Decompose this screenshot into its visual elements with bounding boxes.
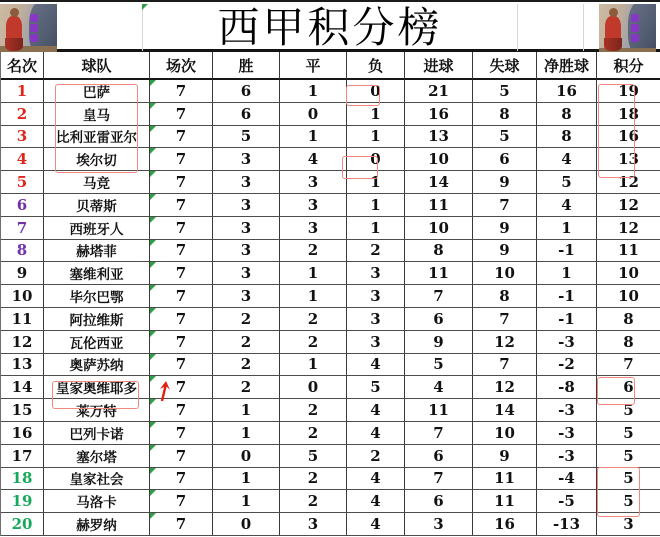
cell-col6[interactable]: 14 [405, 171, 473, 194]
header-cell-9[interactable]: 积分 [597, 52, 660, 80]
cell-col4[interactable]: 1 [280, 354, 347, 377]
cell-col8[interactable]: 1 [537, 217, 597, 240]
cell-col4[interactable]: 2 [280, 308, 347, 331]
cell-col9[interactable]: 12 [597, 217, 660, 240]
cell-col9[interactable]: 12 [597, 194, 660, 217]
cell-col6[interactable]: 11 [405, 399, 473, 422]
cell-col9[interactable]: 11 [597, 240, 660, 263]
cell-col3[interactable]: 3 [213, 262, 280, 285]
cell-col5[interactable]: 1 [347, 126, 405, 149]
cell-col0[interactable]: 4 [1, 148, 44, 171]
team-cell[interactable]: 塞尔塔 [44, 445, 150, 468]
cell-col4[interactable]: 2 [280, 490, 347, 513]
cell-col4[interactable]: 2 [280, 331, 347, 354]
cell-col2[interactable]: 7 [150, 148, 213, 171]
cell-col3[interactable]: 0 [213, 513, 280, 536]
cell-col5[interactable]: 4 [347, 468, 405, 491]
cell-col0[interactable]: 7 [1, 217, 44, 240]
cell-col6[interactable]: 13 [405, 126, 473, 149]
cell-col3[interactable]: 1 [213, 399, 280, 422]
cell-col4[interactable]: 3 [280, 171, 347, 194]
cell-col4[interactable]: 2 [280, 399, 347, 422]
cell-col8[interactable]: -1 [537, 308, 597, 331]
cell-col9[interactable]: 19 [597, 80, 660, 103]
cell-col9[interactable]: 10 [597, 262, 660, 285]
cell-col2[interactable]: 7 [150, 422, 213, 445]
cell-col0[interactable]: 13 [1, 354, 44, 377]
cell-col9[interactable]: 8 [597, 308, 660, 331]
cell-col7[interactable]: 7 [473, 354, 537, 377]
cell-col0[interactable]: 15 [1, 399, 44, 422]
cell-col4[interactable]: 2 [280, 422, 347, 445]
cell-col4[interactable]: 2 [280, 468, 347, 491]
cell-col6[interactable]: 10 [405, 148, 473, 171]
cell-col2[interactable]: 7 [150, 240, 213, 263]
cell-col7[interactable]: 8 [473, 103, 537, 126]
cell-col5[interactable]: 1 [347, 103, 405, 126]
cell-col8[interactable]: -13 [537, 513, 597, 536]
cell-col2[interactable]: 7 [150, 354, 213, 377]
cell-col2[interactable]: 7 [150, 513, 213, 536]
cell-col7[interactable]: 16 [473, 513, 537, 536]
cell-col6[interactable]: 6 [405, 308, 473, 331]
cell-col0[interactable]: 1 [1, 80, 44, 103]
cell-col3[interactable]: 0 [213, 445, 280, 468]
cell-col4[interactable]: 0 [280, 103, 347, 126]
cell-col9[interactable]: 13 [597, 148, 660, 171]
cell-col8[interactable]: -3 [537, 422, 597, 445]
team-cell[interactable]: 马竞 [44, 171, 150, 194]
photo-purple-watermark [631, 14, 639, 44]
cell-col5[interactable]: 0 [347, 148, 405, 171]
cell-flag-triangle-icon [142, 4, 148, 10]
cell-col6[interactable]: 11 [405, 262, 473, 285]
cell-col9[interactable]: 16 [597, 126, 660, 149]
cell-col9[interactable]: 7 [597, 354, 660, 377]
header-cell-4[interactable]: 平 [280, 52, 347, 80]
cell-col3[interactable]: 2 [213, 354, 280, 377]
cell-col4[interactable]: 3 [280, 513, 347, 536]
cell-col8[interactable]: -2 [537, 354, 597, 377]
cell-col6[interactable]: 7 [405, 285, 473, 308]
cell-col8[interactable]: -3 [537, 399, 597, 422]
cell-col5[interactable]: 4 [347, 399, 405, 422]
team-cell[interactable]: 莱万特 [44, 399, 150, 422]
cell-col6[interactable]: 7 [405, 468, 473, 491]
cell-col5[interactable]: 3 [347, 331, 405, 354]
cell-col8[interactable]: 1 [537, 262, 597, 285]
cell-col4[interactable]: 1 [280, 262, 347, 285]
cell-col9[interactable]: 6 [597, 376, 660, 399]
cell-col2[interactable]: 7 [150, 285, 213, 308]
cell-col8[interactable]: -1 [537, 240, 597, 263]
cell-col6[interactable]: 11 [405, 194, 473, 217]
cell-col5[interactable]: 1 [347, 194, 405, 217]
team-cell[interactable]: 塞维利亚 [44, 262, 150, 285]
header-cell-1[interactable]: 球队 [44, 52, 150, 80]
cell-col0[interactable]: 16 [1, 422, 44, 445]
cell-col0[interactable]: 14 [1, 376, 44, 399]
cell-col5[interactable]: 0 [347, 80, 405, 103]
cell-col9[interactable]: 5 [597, 490, 660, 513]
cell-col5[interactable]: 3 [347, 262, 405, 285]
cell-col7[interactable]: 8 [473, 285, 537, 308]
cell-col4[interactable]: 5 [280, 445, 347, 468]
cell-col8[interactable]: 4 [537, 148, 597, 171]
cell-col3[interactable]: 3 [213, 285, 280, 308]
header-cell-6[interactable]: 进球 [405, 52, 473, 80]
cell-col8[interactable]: 4 [537, 194, 597, 217]
cell-col4[interactable]: 2 [280, 240, 347, 263]
cell-col5[interactable]: 3 [347, 285, 405, 308]
standings-table [0, 52, 660, 536]
cell-col5[interactable]: 3 [347, 308, 405, 331]
cell-col7[interactable]: 6 [473, 148, 537, 171]
cell-col8[interactable]: 5 [537, 171, 597, 194]
cell-col7[interactable]: 11 [473, 468, 537, 491]
cell-col6[interactable]: 9 [405, 331, 473, 354]
cell-col7[interactable]: 10 [473, 422, 537, 445]
cell-col5[interactable]: 4 [347, 422, 405, 445]
header-cell-8[interactable]: 净胜球 [537, 52, 597, 80]
team-cell[interactable]: 奥萨苏纳 [44, 354, 150, 377]
cell-col6[interactable]: 16 [405, 103, 473, 126]
team-cell[interactable]: 阿拉维斯 [44, 308, 150, 331]
cell-col4[interactable]: 3 [280, 194, 347, 217]
cell-col0[interactable]: 11 [1, 308, 44, 331]
team-cell[interactable]: 赫罗纳 [44, 513, 150, 536]
cell-col3[interactable]: 3 [213, 171, 280, 194]
cell-col4[interactable]: 0 [280, 376, 347, 399]
photo-player-legs [5, 38, 23, 51]
cell-col2[interactable]: 7 [150, 308, 213, 331]
team-cell[interactable]: 皇马 [44, 103, 150, 126]
cell-col9[interactable]: 5 [597, 445, 660, 468]
cell-col9[interactable]: 18 [597, 103, 660, 126]
cell-col9[interactable]: 5 [597, 422, 660, 445]
cell-col9[interactable]: 12 [597, 171, 660, 194]
team-cell[interactable]: 贝蒂斯 [44, 194, 150, 217]
team-cell[interactable]: 瓦伦西亚 [44, 331, 150, 354]
team-cell[interactable]: 毕尔巴鄂 [44, 285, 150, 308]
cell-col7[interactable]: 11 [473, 490, 537, 513]
cell-col7[interactable]: 5 [473, 126, 537, 149]
cell-col6[interactable]: 3 [405, 513, 473, 536]
team-cell[interactable]: 巴列卡诺 [44, 422, 150, 445]
cell-col7[interactable]: 12 [473, 376, 537, 399]
header-cell-3[interactable]: 胜 [213, 52, 280, 80]
cell-col5[interactable]: 4 [347, 513, 405, 536]
cell-col6[interactable]: 10 [405, 217, 473, 240]
cell-col0[interactable]: 3 [1, 126, 44, 149]
cell-col8[interactable]: 8 [537, 103, 597, 126]
decorative-photo-right [599, 4, 656, 57]
cell-col0[interactable]: 8 [1, 240, 44, 263]
cell-col4[interactable]: 4 [280, 148, 347, 171]
cell-col8[interactable]: 8 [537, 126, 597, 149]
cell-col7[interactable]: 7 [473, 194, 537, 217]
cell-col3[interactable]: 1 [213, 468, 280, 491]
team-cell[interactable]: 比利亚雷亚尔 [44, 126, 150, 149]
cell-col2[interactable]: 7 [150, 171, 213, 194]
cell-col3[interactable]: 3 [213, 240, 280, 263]
cell-col2[interactable]: 7 [150, 103, 213, 126]
cell-col0[interactable]: 19 [1, 490, 44, 513]
cell-col2[interactable]: 7 [150, 194, 213, 217]
cell-col0[interactable]: 17 [1, 445, 44, 468]
cell-col7[interactable]: 5 [473, 80, 537, 103]
cell-col6[interactable]: 6 [405, 490, 473, 513]
cell-col4[interactable]: 1 [280, 285, 347, 308]
photo-player-head [10, 8, 19, 17]
cell-col0[interactable]: 10 [1, 285, 44, 308]
cell-col9[interactable]: 3 [597, 513, 660, 536]
cell-col6[interactable]: 4 [405, 376, 473, 399]
cell-col2[interactable]: 7 [150, 217, 213, 240]
cell-col6[interactable]: 21 [405, 80, 473, 103]
cell-col6[interactable]: 6 [405, 445, 473, 468]
cell-col8[interactable]: -3 [537, 331, 597, 354]
cell-col2[interactable]: 7 [150, 80, 213, 103]
team-cell[interactable]: 赫塔菲 [44, 240, 150, 263]
cell-col3[interactable]: 6 [213, 80, 280, 103]
cell-col5[interactable]: 5 [347, 376, 405, 399]
cell-col7[interactable]: 10 [473, 262, 537, 285]
cell-col6[interactable]: 5 [405, 354, 473, 377]
cell-col0[interactable]: 5 [1, 171, 44, 194]
cell-col0[interactable]: 20 [1, 513, 44, 536]
cell-col0[interactable]: 6 [1, 194, 44, 217]
team-cell[interactable]: 皇家奥维耶多 [44, 376, 150, 399]
cell-col3[interactable]: 3 [213, 217, 280, 240]
cell-col7[interactable]: 9 [473, 240, 537, 263]
cell-col5[interactable]: 2 [347, 445, 405, 468]
cell-col5[interactable]: 1 [347, 217, 405, 240]
decorative-photo-left [0, 4, 57, 55]
cell-col8[interactable]: -5 [537, 490, 597, 513]
cell-col9[interactable]: 8 [597, 331, 660, 354]
header-cell-5[interactable]: 负 [347, 52, 405, 80]
cell-col3[interactable]: 6 [213, 103, 280, 126]
cell-col8[interactable]: 16 [537, 80, 597, 103]
cell-col2[interactable]: 7 [150, 262, 213, 285]
cell-col0[interactable]: 18 [1, 468, 44, 491]
cell-col2[interactable]: 7 [150, 468, 213, 491]
cell-col4[interactable]: 3 [280, 217, 347, 240]
cell-col4[interactable]: 1 [280, 80, 347, 103]
team-cell[interactable]: 皇家社会 [44, 468, 150, 491]
cell-col5[interactable]: 4 [347, 354, 405, 377]
cell-col3[interactable]: 5 [213, 126, 280, 149]
cell-col8[interactable]: -8 [537, 376, 597, 399]
cell-col8[interactable]: -4 [537, 468, 597, 491]
cell-col3[interactable]: 1 [213, 422, 280, 445]
cell-col2[interactable]: 7 [150, 126, 213, 149]
cell-col6[interactable]: 7 [405, 422, 473, 445]
cell-col5[interactable]: 4 [347, 490, 405, 513]
team-cell[interactable]: 巴萨 [44, 80, 150, 103]
photo-player-legs [604, 38, 622, 51]
page-title: 西甲积分榜 [217, 3, 443, 52]
cell-col2[interactable]: 7 [150, 376, 213, 399]
header-cell-0[interactable]: 名次 [1, 52, 44, 80]
cell-col0[interactable]: 9 [1, 262, 44, 285]
cell-col7[interactable]: 7 [473, 308, 537, 331]
cell-col7[interactable]: 14 [473, 399, 537, 422]
cell-col3[interactable]: 3 [213, 194, 280, 217]
cell-col0[interactable]: 2 [1, 103, 44, 126]
cell-col6[interactable]: 8 [405, 240, 473, 263]
team-cell[interactable]: 西班牙人 [44, 217, 150, 240]
header-cell-7[interactable]: 失球 [473, 52, 537, 80]
cell-col5[interactable]: 2 [347, 240, 405, 263]
cell-col3[interactable]: 2 [213, 331, 280, 354]
team-cell[interactable]: 埃尔切 [44, 148, 150, 171]
header-cell-2[interactable]: 场次 [150, 52, 213, 80]
photo-purple-watermark [30, 14, 38, 44]
cell-col7[interactable]: 9 [473, 445, 537, 468]
cell-col5[interactable]: 1 [347, 171, 405, 194]
cell-col2[interactable]: 7 [150, 399, 213, 422]
cell-col2[interactable]: 7 [150, 490, 213, 513]
cell-col8[interactable]: -1 [537, 285, 597, 308]
cell-col3[interactable]: 2 [213, 308, 280, 331]
cell-col7[interactable]: 9 [473, 217, 537, 240]
team-cell[interactable]: 马洛卡 [44, 490, 150, 513]
cell-col0[interactable]: 12 [1, 331, 44, 354]
photo-player-head [609, 8, 618, 17]
cell-col4[interactable]: 1 [280, 126, 347, 149]
cell-col2[interactable]: 7 [150, 445, 213, 468]
cell-col3[interactable]: 2 [213, 376, 280, 399]
cell-col9[interactable]: 5 [597, 468, 660, 491]
cell-col8[interactable]: -3 [537, 445, 597, 468]
cell-col9[interactable]: 10 [597, 285, 660, 308]
cell-col7[interactable]: 9 [473, 171, 537, 194]
cell-col3[interactable]: 1 [213, 490, 280, 513]
title-band [0, 0, 660, 52]
cell-col7[interactable]: 12 [473, 331, 537, 354]
cell-col2[interactable]: 7 [150, 331, 213, 354]
cell-col9[interactable]: 5 [597, 399, 660, 422]
cell-col3[interactable]: 3 [213, 148, 280, 171]
